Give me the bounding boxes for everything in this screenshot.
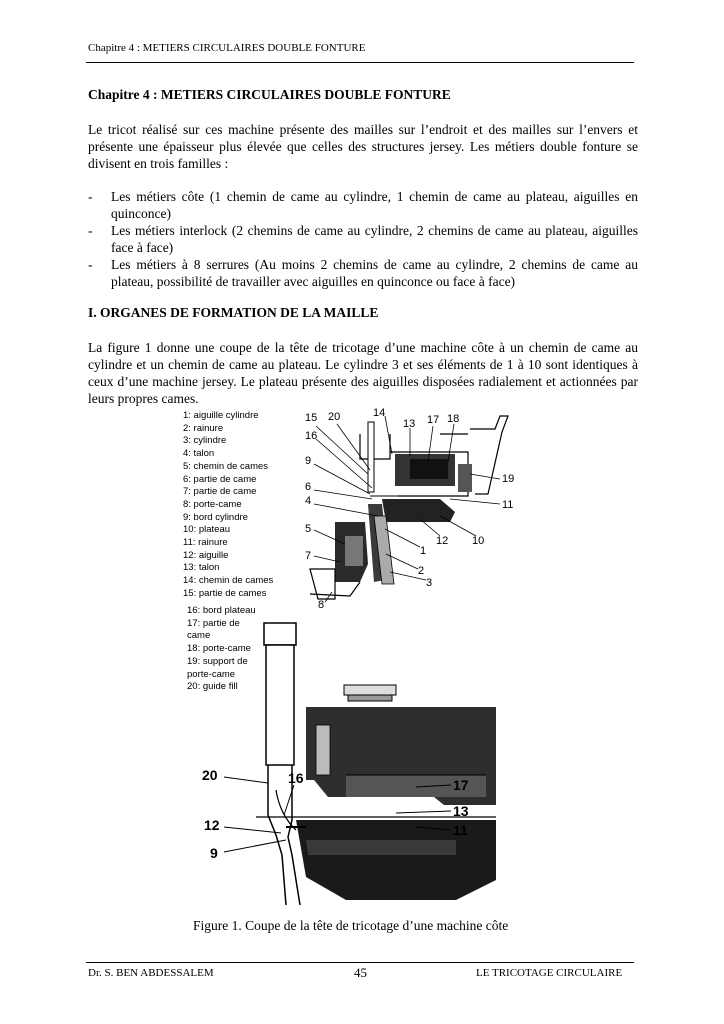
- diagram-label: 7: [305, 550, 312, 562]
- knitting-head-section-diagram: [290, 404, 540, 614]
- header-rule: [86, 62, 634, 63]
- running-header: Chapitre 4 : METIERS CIRCULAIRES DOUBLE FONTURE: [88, 42, 366, 54]
- list-item-text: Les métiers à 8 serrures (Au moins 2 chemins de came au cylindre, 2 chemins de came au plateau, possibilité de travailler avec aiguilles en quinconce ou face à face): [111, 257, 638, 289]
- list-dash: -: [88, 257, 93, 272]
- diagram-label: 1: [420, 545, 427, 557]
- diagram-label: 9: [305, 455, 312, 467]
- legend-item: 4: talon: [183, 448, 215, 460]
- diagram-label: 20: [328, 411, 341, 423]
- diagram-label: 14: [373, 407, 386, 419]
- legend-item: 7: partie de came: [183, 486, 257, 498]
- figure-legend-upper: [183, 410, 273, 601]
- diagram-label: 13: [403, 418, 416, 430]
- legend-item: 16: bord plateau: [187, 605, 256, 616]
- legend-item: 6: partie de came: [183, 473, 257, 485]
- intro-paragraph: Le tricot réalisé sur ces machine présente des mailles sur l’endroit et des mailles sur l’envers et présente une épaisseur plus élevée que celles des structures jersey. Les métiers double fonture se divisent en trois familles :: [88, 122, 638, 171]
- legend-item: 1: aiguille cylindre: [183, 410, 259, 421]
- diagram-label: 16: [288, 770, 304, 786]
- diagram-label: 9: [210, 845, 218, 861]
- legend-item: came: [187, 630, 211, 642]
- diagram-label: 18: [447, 413, 460, 425]
- diagram-label: 15: [305, 412, 318, 424]
- list-item: [88, 188, 638, 222]
- diagram-label: 17: [453, 777, 469, 793]
- legend-item: 20: guide fill: [187, 681, 238, 693]
- legend-item: 3: cylindre: [183, 435, 227, 447]
- legend-item: 2: rainure: [183, 422, 224, 434]
- legend-item: 13: talon: [183, 562, 220, 574]
- diagram-label: 4: [305, 495, 312, 507]
- list-item: [88, 256, 638, 290]
- legend-item: 9: bord cylindre: [183, 511, 248, 523]
- list-dash: -: [88, 189, 93, 204]
- diagram-label: 11: [502, 499, 514, 511]
- legend-item: 10: plateau: [183, 524, 231, 536]
- footer-author: Dr. S. BEN ABDESSALEM: [88, 967, 214, 979]
- diagram-label: 11: [453, 822, 468, 838]
- diagram-label: 16: [305, 430, 318, 442]
- diagram-label: 8: [318, 599, 325, 611]
- diagram-label: 12: [436, 535, 449, 547]
- diagram-label: 6: [305, 481, 312, 493]
- legend-item: 15: partie de cames: [183, 587, 267, 599]
- diagram-label: 2: [418, 565, 425, 577]
- diagram-label: 3: [426, 577, 433, 589]
- legend-item: 12: aiguille: [183, 549, 229, 561]
- families-list: [88, 188, 638, 290]
- list-item: [88, 222, 638, 256]
- list-item-text: Les métiers côte (1 chemin de came au cylindre, 1 chemin de came au plateau, aiguilles en quinconce): [111, 189, 638, 221]
- footer-rule: [86, 962, 634, 963]
- diagram-label: 13: [453, 803, 469, 819]
- legend-item: 8: porte-came: [183, 498, 242, 510]
- legend-item: 19: support de: [187, 655, 248, 667]
- legend-item: 11: rainure: [183, 537, 228, 549]
- legend-item: porte-came: [187, 668, 236, 680]
- diagram-label: 5: [305, 523, 312, 535]
- diagram-label: 20: [202, 767, 218, 783]
- figure-caption: Figure 1. Coupe de la tête de tricotage d’une machine côte: [193, 918, 509, 933]
- section-paragraph: La figure 1 donne une coupe de la tête de tricotage d’une machine côte à un chemin de came au cylindre et un chemin de came au plateau. Le cylindre 3 et ses éléments de 1 à 10 sont identiques à ceux d’une machine jersey. Le plateau présente des aiguilles disposées radialement et actionnées par leurs propres cames.: [88, 340, 638, 406]
- legend-item: 5: chemin de cames: [183, 460, 269, 472]
- diagram-label: 19: [502, 473, 515, 485]
- section-title: I. ORGANES DE FORMATION DE LA MAILLE: [88, 305, 379, 320]
- needle-detail-diagram: [196, 615, 512, 915]
- diagram-label: 10: [472, 535, 485, 547]
- list-dash: -: [88, 223, 93, 238]
- footer-title: LE TRICOTAGE CIRCULAIRE: [476, 967, 623, 979]
- chapter-title: Chapitre 4 : METIERS CIRCULAIRES DOUBLE FONTURE: [88, 87, 451, 102]
- page-number: 45: [354, 965, 367, 980]
- diagram-label: 12: [204, 817, 220, 833]
- legend-item: 17: partie de: [187, 617, 240, 629]
- diagram-label: 17: [427, 414, 440, 426]
- legend-item: 14: chemin de cames: [183, 575, 274, 587]
- legend-item: 18: porte-came: [187, 643, 251, 655]
- list-item-text: Les métiers interlock (2 chemins de came au cylindre, 2 chemins de came au plateau, aiguilles face à face): [111, 223, 638, 255]
